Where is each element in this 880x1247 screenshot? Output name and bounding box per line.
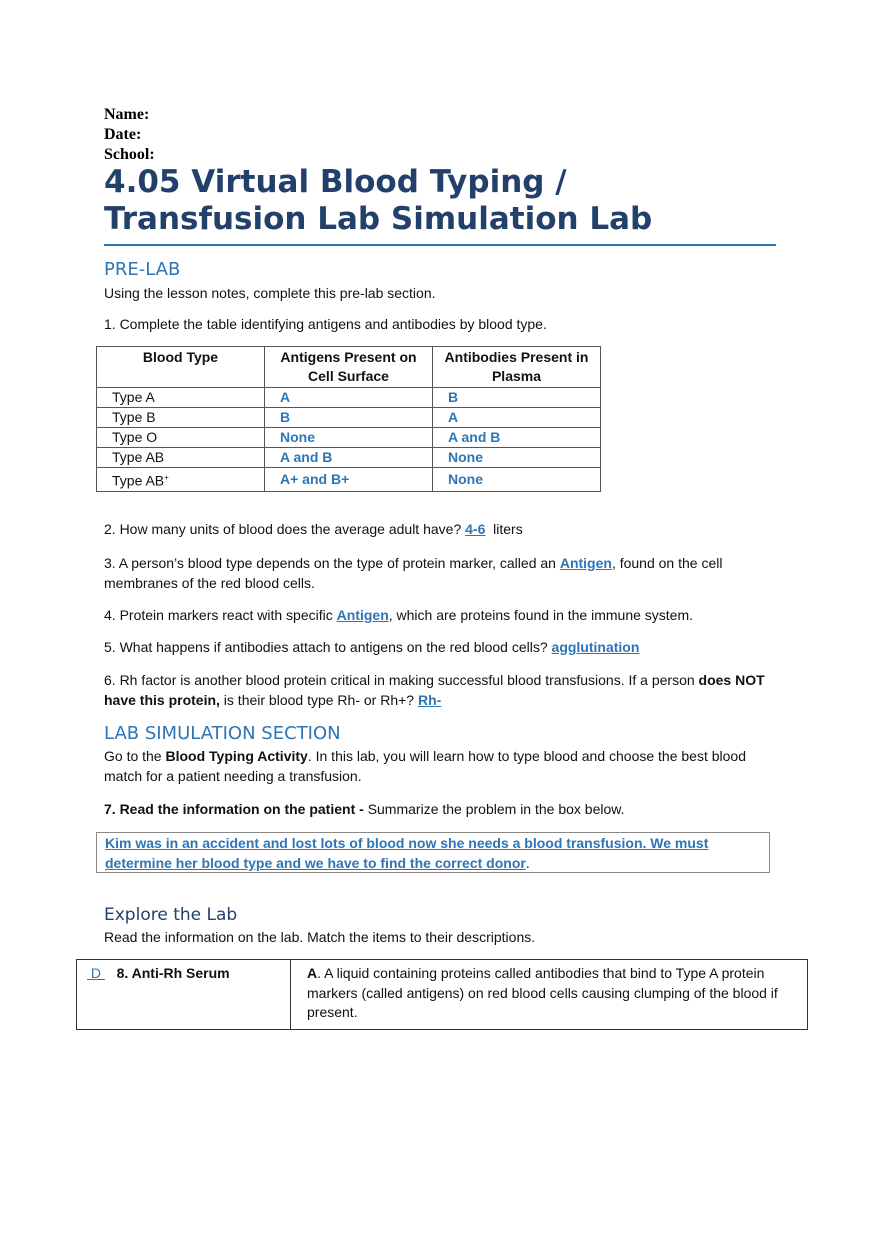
answer-2: 4-6 [465, 521, 486, 537]
question-5: 5. What happens if antibodies attach to antigens on the red blood cells? agglutination [104, 639, 640, 655]
table-cell: Type O [97, 428, 265, 448]
table-row [77, 960, 808, 1030]
explore-intro: Read the information on the lab. Match the items to their descriptions. [104, 929, 536, 945]
table-cell: B [265, 408, 433, 428]
patient-summary-box[interactable] [96, 832, 770, 873]
table-cell: None [433, 448, 601, 468]
table-header: Antibodies Present in Plasma [433, 347, 601, 388]
question-7: 7. Read the information on the patient - Summarize the problem in the box below. [104, 801, 625, 817]
prelab-heading: PRE-LAB [104, 259, 181, 280]
answer-5: agglutination [551, 639, 640, 655]
table-row [97, 428, 601, 448]
table-cell: Type A [97, 388, 265, 408]
labsim-heading: LAB SIMULATION SECTION [104, 723, 341, 744]
table-row [97, 448, 601, 468]
labsim-intro: Go to the Blood Typing Activity. In this lab, you will learn how to type blood and choose the best blood match for a patient needing a transfusion. [104, 748, 746, 784]
table-row [97, 468, 601, 492]
question-3: 3. A person’s blood type depends on the type of protein marker, called an Antigen, found on the cell membranes of the red blood cells. [104, 555, 723, 591]
name-label: Name: [104, 106, 150, 123]
explore-heading: Explore the Lab [104, 905, 238, 925]
answer-3: Antigen [559, 555, 612, 571]
question-6: 6. Rh factor is another blood protein critical in making successful blood transfusions. If a person does NOT have this protein, is their blood type Rh- or Rh+? Rh- [104, 672, 765, 708]
question-2: 2. How many units of blood does the average adult have? 4-6 liters [104, 521, 523, 537]
answer-6: Rh- [417, 692, 442, 708]
patient-summary-text: Kim was in an accident and lost lots of blood now she needs a blood transfusion. We must determine her blood type and we have to find the correct donor. [105, 835, 709, 871]
table-cell: Type B [97, 408, 265, 428]
match-answer-input[interactable]: D [90, 965, 102, 981]
table-cell: None [265, 428, 433, 448]
table-row [97, 408, 601, 428]
date-label: Date: [104, 126, 142, 143]
question-4: 4. Protein markers react with specific Antigen, which are proteins found in the immune system. [104, 607, 694, 623]
table-cell: A [265, 388, 433, 408]
page-title [104, 164, 776, 246]
blood-type-table [96, 346, 601, 492]
table-header: Blood Type [97, 347, 265, 388]
question-1: 1. Complete the table identifying antigens and antibodies by blood type. [104, 316, 547, 332]
table-cell: Type AB+ [97, 468, 265, 492]
table-cell: A+ and B+ [265, 468, 433, 492]
table-cell: A and B [433, 428, 601, 448]
match-description-cell: A. A liquid containing proteins called antibodies that bind to Type A protein markers (called antigens) on red blood cells causing clumping of the blood if present. [291, 960, 808, 1030]
title-line-1: 4.05 Virtual Blood Typing / [104, 164, 567, 200]
table-cell: A [433, 408, 601, 428]
match-item-label: 8. Anti-Rh Serum [116, 965, 230, 981]
title-line-2: Transfusion Lab Simulation Lab [104, 201, 653, 237]
table-cell: A and B [265, 448, 433, 468]
school-label: School: [104, 146, 155, 163]
table-cell: Type AB [97, 448, 265, 468]
prelab-intro: Using the lesson notes, complete this pre-lab section. [104, 285, 436, 301]
table-cell: B [433, 388, 601, 408]
matching-table [76, 959, 808, 1030]
table-header: Antigens Present on Cell Surface [265, 347, 433, 388]
table-cell: None [433, 468, 601, 492]
table-row [97, 388, 601, 408]
match-item-cell [77, 960, 291, 1030]
answer-4: Antigen [336, 607, 389, 623]
